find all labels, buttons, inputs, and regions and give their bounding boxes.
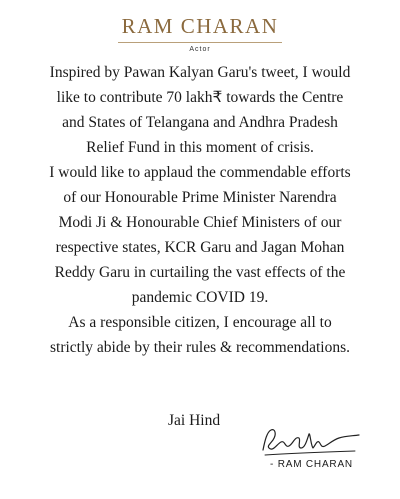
letterhead-name: RAM CHARAN <box>121 14 279 38</box>
body-line: respective states, KCR Garu and Jagan Mohan <box>55 239 345 256</box>
body-line: and States of Telangana and Andhra Pradesh <box>62 114 338 131</box>
letter-body <box>0 60 400 360</box>
body-line: pandemic COVID 19. <box>131 289 269 306</box>
sign-off: Jai Hind <box>168 412 221 429</box>
body-line: strictly abide by their rules & recommendations. <box>49 339 351 356</box>
body-line: like to contribute 70 lakh₹ towards the Centre <box>56 89 344 106</box>
body-line: As a responsible citizen, I encourage all to <box>68 314 332 331</box>
body-line: Reddy Garu in curtailing the vast effects of the <box>54 264 346 281</box>
body-line: I would like to applaud the commendable efforts <box>49 164 351 181</box>
letterhead-divider <box>118 42 282 43</box>
body-line: Inspired by Pawan Kalyan Garu's tweet, I would <box>49 64 351 81</box>
body-line: Modi Ji & Honourable Chief Ministers of our <box>58 214 342 231</box>
body-line: Relief Fund in this moment of crisis. <box>86 139 314 156</box>
signatory-name: - RAM CHARAN <box>270 459 353 470</box>
handwritten-signature <box>255 422 365 462</box>
body-line: of our Honourable Prime Minister Narendra <box>63 189 337 206</box>
letterhead-role: Actor <box>189 46 211 53</box>
